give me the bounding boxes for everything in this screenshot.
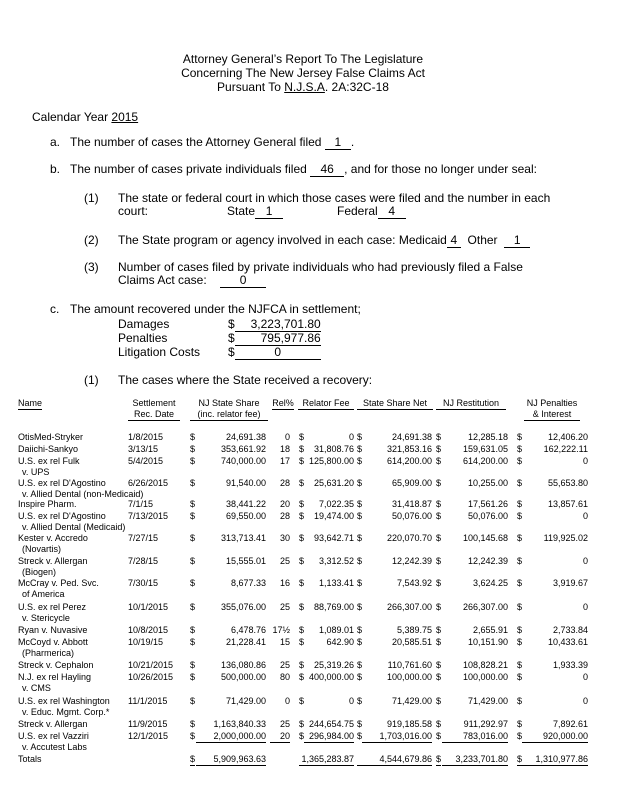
th-share2: (inc. relator fee) <box>190 409 268 421</box>
b2-other-value: 1 <box>504 234 530 248</box>
row-rel: 20 <box>279 499 290 509</box>
th-interest: & Interest <box>524 409 580 421</box>
row-pen: 3,919.67 <box>552 578 588 588</box>
row-relfee: 25,319.26 <box>313 660 354 670</box>
row-date: 10/21/2015 <box>128 660 174 670</box>
b3-value: 0 <box>220 274 266 288</box>
row-relfee: 93,642.71 <box>313 533 354 543</box>
row-net-dollar: $ <box>357 511 363 521</box>
row-net-dollar: $ <box>357 719 363 729</box>
row-share-dollar: $ <box>190 637 196 647</box>
row-share: 1,163,840.33 <box>213 719 266 729</box>
row-relfee: 88,769.00 <box>313 602 354 612</box>
row-pen-dollar: $ <box>517 578 523 588</box>
row-date: 11/9/2015 <box>128 719 168 729</box>
row-rest: 108,828.21 <box>462 660 508 670</box>
row-net: 5,389.75 <box>396 625 432 635</box>
row-share-dollar: $ <box>190 602 196 612</box>
row-net-dollar: $ <box>357 731 363 741</box>
row-pen: 7,892.61 <box>552 719 588 729</box>
title-line-1: Attorney General’s Report To The Legislature <box>182 52 424 66</box>
row-net: 110,761.60 <box>387 660 432 670</box>
row-rest: 911,292.97 <box>463 719 508 729</box>
totals-pen-dollar: $ <box>517 754 523 764</box>
title-line-3: Pursuant To N.J.S.A. 2A:32C-18 <box>217 80 389 94</box>
th-net: State Share Net <box>357 398 433 410</box>
totals-rest: 3,233,701.80 <box>442 754 508 766</box>
row-relfee: 1,089.01 <box>318 625 354 635</box>
row-pen-dollar: $ <box>517 660 523 670</box>
row-pen-dollar: $ <box>517 533 523 543</box>
row-pen-dollar: $ <box>517 556 523 566</box>
row-net: 31,418.87 <box>391 499 432 509</box>
b1-federal: Federal 4 <box>337 204 406 219</box>
row-share-dollar: $ <box>190 696 196 706</box>
row-rest-dollar: $ <box>436 672 442 682</box>
row-relfee-dollar: $ <box>299 625 305 635</box>
row-rest-dollar: $ <box>436 696 442 706</box>
row-name: U.S. ex rel D'Agostino <box>18 478 106 488</box>
row-rest-dollar: $ <box>436 478 442 488</box>
row-pen-dollar: $ <box>517 602 523 612</box>
row-rest-dollar: $ <box>436 578 442 588</box>
row-name: N.J. ex rel Hayling <box>18 672 92 682</box>
row-rest-dollar: $ <box>436 719 442 729</box>
row-name: U.S. ex rel Washington <box>18 696 110 706</box>
row-pen: 0 <box>582 672 588 682</box>
row-pen-dollar: $ <box>517 432 523 442</box>
row-date: 1/8/2015 <box>128 432 164 442</box>
row-relfee-dollar: $ <box>299 533 305 543</box>
totals-share: 5,909,963.63 <box>196 754 266 766</box>
totals-relfee: 1,365,283.87 <box>299 754 354 766</box>
row-net-dollar: $ <box>357 432 363 442</box>
row-date: 10/1/2015 <box>128 602 169 612</box>
row-pen-dollar: $ <box>517 511 523 521</box>
row-share-dollar: $ <box>190 444 196 454</box>
row-share: 740,000.00 <box>220 456 266 466</box>
b3-marker: (3) <box>84 260 99 274</box>
row-rest: 50,076.00 <box>467 511 508 521</box>
row-name: U.S. ex rel Fulk <box>18 456 80 466</box>
row-rel: 0 <box>284 696 290 706</box>
row-rel: 0 <box>284 432 290 442</box>
row-rest-dollar: $ <box>436 660 442 670</box>
row-net-dollar: $ <box>357 478 363 488</box>
row-rest: 159,631.05 <box>462 444 508 454</box>
row-name-cont: (Pharmerica) <box>22 648 75 658</box>
row-net-dollar: $ <box>357 499 363 509</box>
c1: The cases where the State received a recovery: <box>118 373 373 387</box>
row-pen: 0 <box>582 456 588 466</box>
row-name: U.S. ex rel Vazziri <box>18 731 89 741</box>
row-relfee: 7,022.35 <box>318 499 354 509</box>
row-date: 10/8/2015 <box>128 625 169 635</box>
row-rest: 100,000.00 <box>462 672 508 682</box>
row-pen-dollar: $ <box>517 672 523 682</box>
row-relfee: 0 <box>348 432 354 442</box>
row-rel: 80 <box>279 672 290 682</box>
totals-label: Totals <box>18 754 42 764</box>
row-share-dollar: $ <box>190 719 196 729</box>
row-rest: 12,285.18 <box>467 432 508 442</box>
row-relfee: 400,000.00 <box>308 672 354 682</box>
totals-rest-dollar: $ <box>436 754 442 764</box>
row-name-cont: of America <box>22 589 65 599</box>
row-share: 136,080.86 <box>220 660 266 670</box>
row-share: 355,076.00 <box>220 602 266 612</box>
row-share-dollar: $ <box>190 672 196 682</box>
row-pen: 10,433.61 <box>547 637 588 647</box>
row-share-dollar: $ <box>190 478 196 488</box>
row-pen: 12,406.20 <box>547 432 588 442</box>
row-name-cont: v. CMS <box>22 683 51 693</box>
row-relfee: 1,133.41 <box>318 578 354 588</box>
row-relfee: 19,474.00 <box>313 511 354 521</box>
row-date: 6/26/2015 <box>128 478 169 488</box>
th-name: Name <box>18 398 43 408</box>
row-date: 7/1/15 <box>128 499 154 509</box>
row-rest-dollar: $ <box>436 533 442 543</box>
row-share: 500,000.00 <box>220 672 266 682</box>
row-name: Ryan v. Nuvasive <box>18 625 88 635</box>
item-c: The amount recovered under the NJFCA in settlement; <box>70 302 361 316</box>
row-rest-dollar: $ <box>436 511 442 521</box>
row-net-dollar: $ <box>357 456 363 466</box>
row-net: 24,691.38 <box>391 432 432 442</box>
row-share-dollar: $ <box>190 432 196 442</box>
row-relfee-dollar: $ <box>299 672 305 682</box>
row-rel: 15 <box>279 637 290 647</box>
damages-amount: $ 3,223,701.80 <box>228 317 321 331</box>
row-name: Kester v. Accredo <box>18 533 88 543</box>
row-share: 71,429.00 <box>225 696 266 706</box>
row-rel: 25 <box>279 602 290 612</box>
row-share: 24,691.38 <box>225 432 266 442</box>
row-pen-dollar: $ <box>517 731 523 741</box>
row-net: 266,307.00 <box>386 602 432 612</box>
row-net: 321,853.16 <box>386 444 432 454</box>
row-name-cont: (Biogen) <box>22 567 57 577</box>
row-net: 20,585.51 <box>391 637 432 647</box>
row-date: 5/4/2015 <box>128 456 164 466</box>
row-rest-dollar: $ <box>436 444 442 454</box>
row-rel: 28 <box>279 511 290 521</box>
row-share-dollar: $ <box>190 660 196 670</box>
row-relfee-dollar: $ <box>299 556 305 566</box>
row-name: Inspire Pharm. <box>18 499 77 509</box>
b3-line1: Number of cases filed by private individuals who had previously filed a False <box>118 260 523 274</box>
row-pen-dollar: $ <box>517 456 523 466</box>
row-name: U.S. ex rel D'Agostino <box>18 511 106 521</box>
row-pen-dollar: $ <box>517 625 523 635</box>
row-rest-dollar: $ <box>436 731 442 741</box>
penalties-amount: $ 795,977.86 <box>228 331 321 345</box>
totals-share-dollar: $ <box>190 754 196 764</box>
row-relfee: 0 <box>348 696 354 706</box>
row-share: 15,555.01 <box>225 556 266 566</box>
row-net: 71,429.00 <box>391 696 432 706</box>
calendar-year: Calendar Year 2015 <box>32 110 139 124</box>
litigation-costs-label: Litigation Costs <box>118 345 201 359</box>
row-pen: 162,222.11 <box>543 444 588 454</box>
row-rest: 100,145.68 <box>462 533 508 543</box>
row-net-dollar: $ <box>357 602 363 612</box>
row-rel: 25 <box>279 660 290 670</box>
row-rel: 20 <box>270 731 290 743</box>
row-share: 353,661.92 <box>220 444 266 454</box>
item-c-marker: c. <box>50 302 60 316</box>
row-net: 7,543.92 <box>396 578 432 588</box>
row-name-cont: v. UPS <box>22 467 50 477</box>
row-net: 1,703,016.00 <box>362 731 432 743</box>
b2: The State program or agency involved in each case: Medicaid 4 Other 1 <box>118 233 530 248</box>
row-date: 11/1/2015 <box>128 696 168 706</box>
th-penalties: NJ Penalties <box>526 398 578 408</box>
row-pen-dollar: $ <box>517 499 523 509</box>
row-name: Streck v. Allergan <box>18 719 88 729</box>
b2-medicaid-value: 4 <box>447 234 461 248</box>
row-rest: 12,242.39 <box>467 556 508 566</box>
item-b-marker: b. <box>50 162 61 176</box>
row-relfee: 3,312.52 <box>318 556 354 566</box>
row-relfee: 296,984.00 <box>304 731 354 743</box>
item-a-marker: a. <box>50 135 61 149</box>
row-name: U.S. ex rel Perez <box>18 602 87 612</box>
row-pen: 0 <box>582 511 588 521</box>
row-name-cont: v. Allied Dental (Medicaid) <box>22 522 126 532</box>
row-share-dollar: $ <box>190 456 196 466</box>
row-rest: 10,151.90 <box>467 637 508 647</box>
damages-label: Damages <box>118 317 170 331</box>
row-date: 12/1/2015 <box>128 731 169 741</box>
row-pen: 13,857.61 <box>547 499 588 509</box>
row-name-cont: v. Stericycle <box>22 613 70 623</box>
row-rest: 2,655.91 <box>472 625 508 635</box>
row-rest: 783,016.00 <box>442 731 508 743</box>
item-b-value: 46 <box>310 163 344 177</box>
item-a: The number of cases the Attorney General filed 1 . <box>70 135 355 149</box>
th-rel: Rel% <box>272 398 294 408</box>
row-rel: 25 <box>279 556 290 566</box>
row-name: Daiichi-Sankyo <box>18 444 79 454</box>
row-date: 10/26/2015 <box>128 672 174 682</box>
row-date: 3/13/15 <box>128 444 159 454</box>
row-name: OtisMed-Stryker <box>18 432 84 442</box>
title-line-2: Concerning The New Jersey False Claims Act <box>181 66 425 80</box>
row-pen: 119,925.02 <box>543 533 588 543</box>
row-relfee-dollar: $ <box>299 719 305 729</box>
row-relfee-dollar: $ <box>299 602 305 612</box>
row-rel: 30 <box>279 533 290 543</box>
b1-state: State 1 <box>227 204 283 219</box>
row-rest: 3,624.25 <box>472 578 508 588</box>
item-b: The number of cases private individuals filed 46 , and for those no longer under seal: <box>70 162 537 176</box>
row-net-dollar: $ <box>357 625 363 635</box>
row-relfee-dollar: $ <box>299 456 305 466</box>
row-rest: 17,561.26 <box>467 499 508 509</box>
row-rest-dollar: $ <box>436 456 442 466</box>
row-pen: 920,000.00 <box>522 731 588 743</box>
row-rel: 28 <box>279 478 290 488</box>
row-share-dollar: $ <box>190 499 196 509</box>
row-relfee-dollar: $ <box>299 696 305 706</box>
row-name: Streck v. Allergan <box>18 556 88 566</box>
row-rel: 16 <box>279 578 290 588</box>
row-rest-dollar: $ <box>436 602 442 612</box>
row-net-dollar: $ <box>357 556 363 566</box>
row-net: 50,076.00 <box>391 511 432 521</box>
row-date: 7/13/2015 <box>128 511 169 521</box>
b1-line1: The state or federal court in which those cases were filed and the number in each <box>118 191 551 205</box>
row-share: 6,478.76 <box>230 625 266 635</box>
row-date: 7/30/15 <box>128 578 159 588</box>
row-share-dollar: $ <box>190 578 196 588</box>
th-relfee: Relator Fee <box>298 398 354 410</box>
c1-marker: (1) <box>84 373 99 387</box>
row-net-dollar: $ <box>357 672 363 682</box>
row-pen: 0 <box>582 556 588 566</box>
row-net-dollar: $ <box>357 578 363 588</box>
th-settlement: Settlement <box>132 398 176 408</box>
row-name: McCoyd v. Abbott <box>18 637 88 647</box>
row-net-dollar: $ <box>357 637 363 647</box>
item-a-value: 1 <box>325 136 351 150</box>
litigation-costs-amount: $ 0 <box>228 345 321 360</box>
row-rest: 614,200.00 <box>462 456 508 466</box>
row-name-cont: v. Accutest Labs <box>22 742 87 752</box>
row-share: 38,441.22 <box>225 499 266 509</box>
row-net-dollar: $ <box>357 696 363 706</box>
row-name: McCray v. Ped. Svc. <box>18 578 99 588</box>
row-share-dollar: $ <box>190 556 196 566</box>
row-relfee-dollar: $ <box>299 660 305 670</box>
row-rest-dollar: $ <box>436 625 442 635</box>
row-name-cont: (Novartis) <box>22 544 62 554</box>
row-net: 919,185.58 <box>386 719 432 729</box>
th-rec-date: Rec. Date <box>128 409 180 421</box>
row-name: Streck v. Cephalon <box>18 660 94 670</box>
report-title <box>0 52 606 94</box>
row-rel: 17½ <box>272 625 290 635</box>
row-pen-dollar: $ <box>517 444 523 454</box>
row-pen-dollar: $ <box>517 719 523 729</box>
row-relfee: 642.90 <box>326 637 354 647</box>
penalties-label: Penalties <box>118 331 168 345</box>
row-relfee-dollar: $ <box>299 731 305 741</box>
b1-line2: court: <box>118 204 149 218</box>
row-relfee: 25,631.20 <box>313 478 354 488</box>
row-share: 2,000,000.00 <box>196 731 266 743</box>
row-date: 10/19/15 <box>128 637 164 647</box>
row-pen-dollar: $ <box>517 637 523 647</box>
row-rest-dollar: $ <box>436 556 442 566</box>
row-net-dollar: $ <box>357 660 363 670</box>
row-relfee-dollar: $ <box>299 578 305 588</box>
row-date: 7/27/15 <box>128 533 159 543</box>
row-share: 91,540.00 <box>225 478 266 488</box>
row-rest-dollar: $ <box>436 499 442 509</box>
row-name-cont: v. Educ. Mgmt. Corp.* <box>22 707 110 717</box>
row-pen: 1,933.39 <box>552 660 588 670</box>
row-share: 313,713.41 <box>220 533 266 543</box>
row-net-dollar: $ <box>357 533 363 543</box>
row-rel: 25 <box>279 719 290 729</box>
b2-marker: (2) <box>84 233 99 247</box>
row-date: 7/28/15 <box>128 556 159 566</box>
row-relfee-dollar: $ <box>299 432 305 442</box>
row-net: 100,000.00 <box>386 672 432 682</box>
row-share: 21,228.41 <box>225 637 266 647</box>
th-share: NJ State Share <box>198 398 260 408</box>
row-share-dollar: $ <box>190 533 196 543</box>
row-net: 614,200.00 <box>386 456 432 466</box>
row-pen: 55,653.80 <box>547 478 588 488</box>
row-rel: 18 <box>279 444 290 454</box>
row-net-dollar: $ <box>357 444 363 454</box>
row-pen-dollar: $ <box>517 696 523 706</box>
row-net: 12,242.39 <box>391 556 432 566</box>
row-rest-dollar: $ <box>436 637 442 647</box>
row-relfee-dollar: $ <box>299 499 305 509</box>
totals-net: 4,544,679.86 <box>357 754 432 766</box>
row-share-dollar: $ <box>190 511 196 521</box>
row-rel: 17 <box>279 456 290 466</box>
row-relfee: 125,800.00 <box>308 456 354 466</box>
th-restitution: NJ Restitution <box>436 398 506 410</box>
row-net: 220,070.70 <box>386 533 432 543</box>
row-rest: 10,255.00 <box>467 478 508 488</box>
row-net: 65,909.00 <box>391 478 432 488</box>
row-rest: 71,429.00 <box>467 696 508 706</box>
row-pen: 0 <box>582 696 588 706</box>
row-relfee-dollar: $ <box>299 444 305 454</box>
totals-pen: 1,310,977.86 <box>522 754 588 766</box>
row-share-dollar: $ <box>190 731 196 741</box>
row-name-cont: v. Allied Dental (non-Medicaid) <box>22 489 144 499</box>
row-rest: 266,307.00 <box>462 602 508 612</box>
b3-line2: Claims Act case: 0 <box>118 273 266 288</box>
row-relfee: 31,808.76 <box>313 444 354 454</box>
row-rest-dollar: $ <box>436 432 442 442</box>
b1-federal-value: 4 <box>378 205 406 219</box>
calendar-year-value: 2015 <box>111 110 139 124</box>
b1-marker: (1) <box>84 191 99 205</box>
b1-state-value: 1 <box>255 205 283 219</box>
row-share-dollar: $ <box>190 625 196 635</box>
row-share: 8,677.33 <box>230 578 266 588</box>
row-pen: 2,733.84 <box>552 625 588 635</box>
row-relfee-dollar: $ <box>299 637 305 647</box>
row-relfee-dollar: $ <box>299 511 305 521</box>
row-pen: 0 <box>582 602 588 612</box>
row-share: 69,550.00 <box>225 511 266 521</box>
row-relfee-dollar: $ <box>299 478 305 488</box>
row-relfee: 244,654.75 <box>308 719 354 729</box>
row-pen-dollar: $ <box>517 478 523 488</box>
